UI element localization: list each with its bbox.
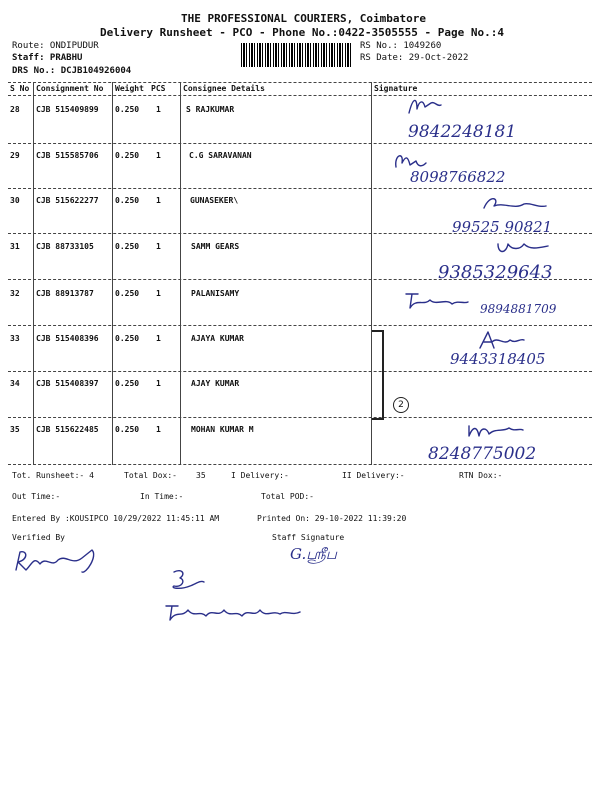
row-consignee: GUNASEKER\ [190,196,239,205]
row-consignment: CJB 515408396 [36,334,99,343]
phone-28: 9842248181 [408,122,517,142]
company-title: THE PROFESSIONAL COURIERS, Coimbatore [181,12,427,25]
row-consignee: SAMM GEARS [191,242,240,251]
row-pcs: 1 [156,105,161,114]
entered-by: Entered By :KOUSIPCO 10/29/2022 11:45:11 AM [12,514,220,523]
row-weight: 0.250 [115,289,140,298]
ii-delivery: II Delivery:- [342,471,405,480]
out-time: Out Time:- [12,492,61,501]
row-consignment: CJB 515622277 [36,196,99,205]
row-sno: 30 [10,196,20,205]
row-sno: 33 [10,334,20,343]
row-pcs: 1 [156,289,161,298]
row-consignment: CJB 88733105 [36,242,94,251]
row-consignee: AJAY KUMAR [191,379,240,388]
row-pcs: 1 [156,151,161,160]
row-consignee: AJAYA KUMAR [191,334,244,343]
row-weight: 0.250 [115,196,140,205]
row-consignment: CJB 515409899 [36,105,99,114]
staff-signature-label: Staff Signature [272,533,345,542]
row-pcs: 1 [156,242,161,251]
route-label: Route: ONDIPUDUR [12,41,99,51]
row-sno: 32 [10,289,20,298]
verified-by-label: Verified By [12,533,65,542]
phone-35: 8248775002 [428,444,537,464]
signature-31 [494,236,554,256]
phone-33: 9443318405 [450,350,546,368]
tot-runsheet: Tot. Runsheet:- 4 [12,471,94,480]
row-consignee: PALANISAMY [191,289,240,298]
bottom-signature [160,566,320,626]
row-sno: 28 [10,105,20,114]
row-pcs: 1 [156,196,161,205]
row-sno: 34 [10,379,20,388]
signature-30 [480,194,550,216]
col-pcs: PCS [151,84,166,93]
signature-28 [405,95,445,120]
verified-signature [12,546,102,576]
row-pcs: 1 [156,379,161,388]
rtn-dox: RTN Dox:- [459,471,503,480]
row-consignee: S RAJKUMAR [186,105,235,114]
col-sno: S No [10,84,30,93]
row-pcs: 1 [156,425,161,434]
signature-35 [465,420,525,440]
in-time: In Time:- [140,492,184,501]
row-pcs: 1 [156,334,161,343]
signature-33 [476,330,526,352]
total-pod: Total POD:- [261,492,314,501]
row-weight: 0.250 [115,425,140,434]
drs-number: DRS No.: DCJB104926004 [12,66,132,76]
barcode [241,43,353,67]
col-signature: Signature [374,84,418,93]
row-sno: 29 [10,151,20,160]
row-consignee: C.G SARAVANAN [189,151,252,160]
signature-32 [402,290,472,312]
total-dox-value: 35 [196,471,206,480]
row-consignee: MOHAN KUMAR M [191,425,254,434]
phone-30: 99525 90821 [452,218,553,236]
total-dox-label: Total Dox:- [124,471,177,480]
bracket-mark [372,330,384,420]
i-delivery: I Delivery:- [231,471,289,480]
row-weight: 0.250 [115,379,140,388]
phone-31: 9385329643 [438,262,553,283]
rs-date: RS Date: 29-Oct-2022 [360,53,469,63]
printed-on: Printed On: 29-10-2022 11:39:20 [257,514,407,523]
row-sno: 31 [10,242,20,251]
row-weight: 0.250 [115,242,140,251]
rs-number: RS No.: 1049260 [360,41,442,51]
row-weight: 0.250 [115,151,140,160]
col-consignment: Consignment No [36,84,104,93]
row-consignment: CJB 515408397 [36,379,99,388]
phone-32: 9894881709 [480,302,557,316]
row-consignment: CJB 88913787 [36,289,94,298]
staff-signature-hand: G.ஸ்ரீப [290,545,337,563]
row-sno: 35 [10,425,20,434]
staff-label: Staff: PRABHU [12,53,83,63]
row-weight: 0.250 [115,334,140,343]
row-consignment: CJB 515585706 [36,151,99,160]
row-weight: 0.250 [115,105,140,114]
circle-mark: 2 [393,397,409,413]
col-weight: Weight [115,84,144,93]
runsheet-title: Delivery Runsheet - PCO - Phone No.:0422-3505555 - Page No.:4 [100,26,504,39]
phone-29: 8098766822 [410,168,506,186]
row-consignment: CJB 515622485 [36,425,99,434]
col-consignee: Consignee Details [183,84,265,93]
